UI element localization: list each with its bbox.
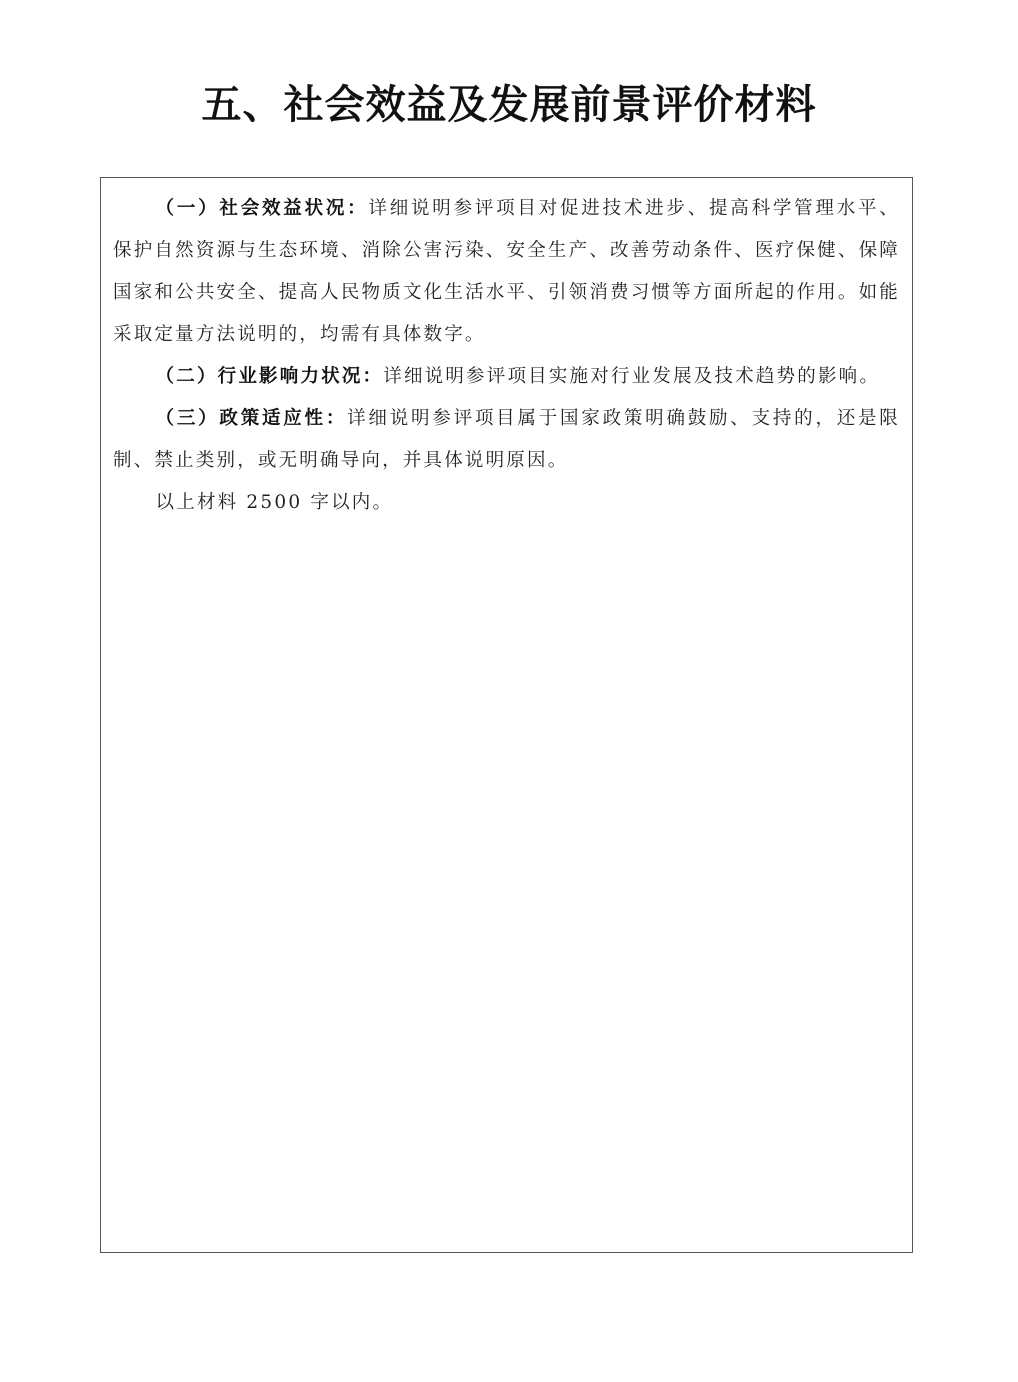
page-title: 五、社会效益及发展前景评价材料 (201, 81, 817, 128)
industry-influence-text: 详细说明参评项目实施对行业发展及技术趋势的影响。 (383, 366, 881, 387)
policy-adaptability-heading: （三）政策适应性： (155, 408, 348, 429)
policy-adaptability-text: 详细说明参评项目属于国家政策明确鼓励、支持的，还是限制、禁止类别，或无明确导向，并具体说明原因。 (113, 408, 901, 471)
industry-influence-paragraph (113, 356, 900, 398)
word-limit-note: 以上材料 2500 字以内。 (155, 492, 394, 513)
industry-influence-heading: （二）行业影响力状况： (155, 366, 384, 387)
social-benefit-text: 详细说明参评项目对促进技术进步、提高科学管理水平、保护自然资源与生态环境、消除公害污染、安全生产、改善劳动条件、医疗保健、保障国家和公共安全、提高人民物质文化生活水平、引领消费习惯等方面所起的作用。如能采取定量方法说明的，均需有具体数字。 (113, 198, 900, 345)
policy-adaptability-paragraph (113, 398, 900, 482)
content-box[interactable] (100, 177, 913, 1253)
social-benefit-paragraph (113, 188, 900, 356)
social-benefit-heading: （一）社会效益状况： (155, 198, 369, 219)
